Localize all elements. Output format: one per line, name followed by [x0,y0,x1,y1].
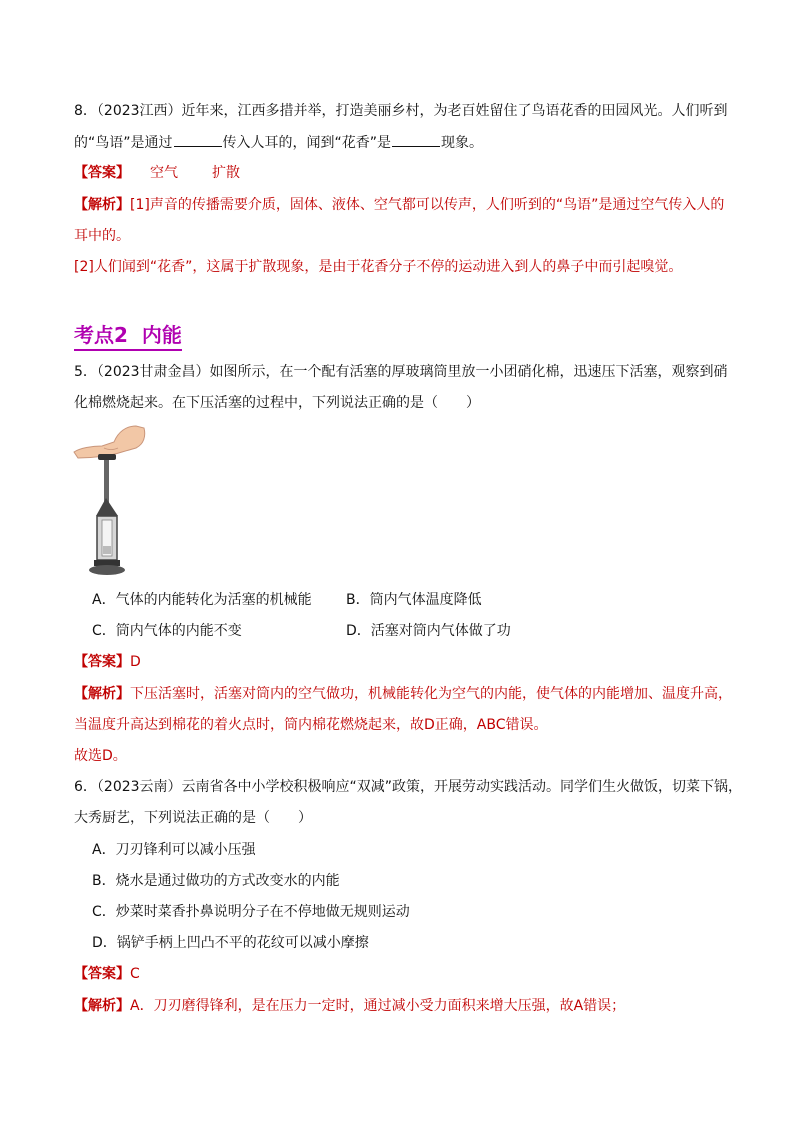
q8-blank-2 [392,132,440,147]
q8-analysis-text-1: [1]声音的传播需要介质，固体、液体、空气都可以传声，人们听到的“鸟语”是通过空气传入人的 [130,197,725,213]
q5-analysis-line-1 [74,684,754,704]
q6-stem-line-1: 6．（2023云南）云南省各中小学校积极响应“双减”政策，开展劳动实践活动。同学们生火做饭，切菜下锅， [74,779,743,795]
q5-stem-line-1: 5．（2023甘肃金昌）如图所示，在一个配有活塞的厚玻璃筒里放一小团硝化棉，迅速压下活塞，观察到硝 [74,364,728,380]
q5-answer: D [130,654,141,670]
q8-answer-1: 空气 [150,165,178,181]
q6-answer: C [130,966,140,982]
q8-stem-part-1: 的“鸟语”是通过 [74,135,173,151]
q8-stem-line-1: 8．（2023江西）近年来，江西多措并举，打造美丽乡村，为老百姓留住了鸟语花香的田园风光。人们听到 [74,103,728,119]
q5-conclusion: 故选D。 [74,748,127,764]
q6-analysis-text-1: A．刀刃磨得锋利，是在压力一定时，通过减小受力面积来增大压强，故A错误； [130,998,626,1014]
q5-option-d: D．活塞对筒内气体做了功 [346,623,511,639]
q5-analysis-line-2: 当温度升高达到棉花的着火点时，筒内棉花燃烧起来，故D正确，ABC错误。 [74,717,548,733]
q6-stem-line-2: 大秀厨艺，下列说法正确的是（ ） [74,810,312,826]
q8-analysis-line-1 [74,195,754,215]
q8-analysis-tag: 【解析】 [74,197,130,213]
q5-option-b: B．筒内气体温度降低 [346,592,482,608]
q6-analysis-line-1 [74,996,754,1016]
piston-cylinder-figure [70,424,150,580]
section-heading [74,322,182,351]
section-title: 内能 [141,323,182,347]
q8-stem-part-3: 现象。 [441,135,484,151]
q5-answer-line [74,652,754,672]
q5-stem-line-2: 化棉燃烧起来。在下压活塞的过程中，下列说法正确的是（ ） [74,395,480,411]
q6-option-b: B．烧水是通过做功的方式改变水的内能 [92,873,340,889]
q5-option-a: A．气体的内能转化为活塞的机械能 [92,592,312,608]
q8-answer-line [74,163,754,183]
q8-analysis-line-3: [2]人们闻到“花香”，这属于扩散现象，是由于花香分子不停的运动进入到人的鼻子中而引起嗅觉。 [74,259,683,275]
q5-answer-tag: 【答案】 [74,654,130,670]
q5-option-c: C．筒内气体的内能不变 [92,623,242,639]
q6-answer-line [74,964,754,984]
q8-answer-tag: 【答案】 [74,165,130,181]
q5-analysis-tag: 【解析】 [74,686,130,702]
section-label: 考点2 [74,323,128,347]
q6-analysis-tag: 【解析】 [74,998,130,1014]
q8-stem-line-2 [74,132,754,153]
hand-shape [74,426,145,458]
q6-option-d: D．锅铲手柄上凹凸不平的花纹可以减小摩擦 [92,935,369,951]
q8-answer-2: 扩散 [212,165,240,181]
q5-analysis-text-1: 下压活塞时，活塞对筒内的空气做功，机械能转化为空气的内能，使气体的内能增加、温度升高， [130,686,732,702]
q8-analysis-line-2: 耳中的。 [74,228,130,244]
q6-option-a: A．刀刃锋利可以减小压强 [92,842,256,858]
q6-answer-tag: 【答案】 [74,966,130,982]
q6-option-c: C．炒菜时菜香扑鼻说明分子在不停地做无规则运动 [92,904,410,920]
q8-blank-1 [174,132,222,147]
q8-stem-part-2: 传入人耳的，闻到“花香”是 [222,135,392,151]
